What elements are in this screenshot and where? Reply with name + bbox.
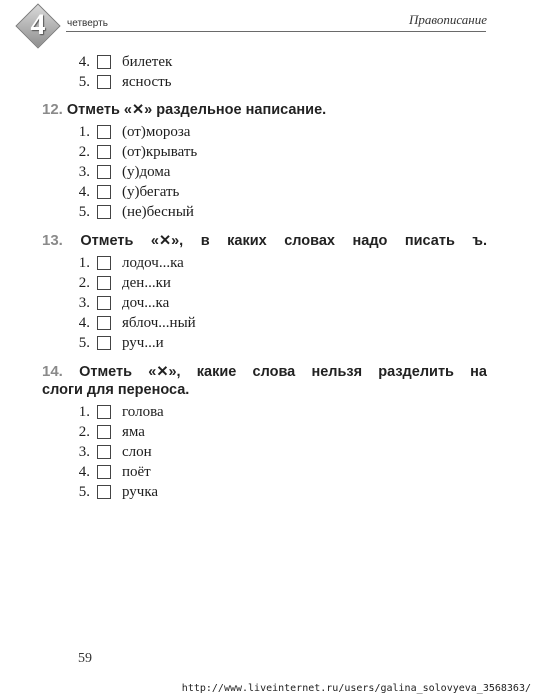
list-item bbox=[0, 293, 537, 313]
task-number: 14. bbox=[42, 363, 63, 380]
section-title: Правописание bbox=[408, 12, 487, 27]
option-checkbox[interactable] bbox=[97, 256, 111, 270]
option-text: (от)крывать bbox=[122, 144, 198, 160]
option-number: 5. bbox=[78, 335, 90, 351]
list-item bbox=[0, 182, 537, 202]
list-item bbox=[0, 333, 537, 353]
page-number: 59 bbox=[78, 651, 92, 666]
task-question-continued: слоги для переноса. bbox=[42, 382, 190, 398]
option-text: ясность bbox=[122, 74, 172, 90]
option-text: билетек bbox=[122, 54, 173, 70]
option-number: 2. bbox=[78, 144, 90, 160]
list-item bbox=[0, 442, 537, 462]
option-checkbox[interactable] bbox=[97, 125, 111, 139]
option-number: 4. bbox=[78, 464, 90, 480]
option-checkbox[interactable] bbox=[97, 316, 111, 330]
task-question-text: Отметь «✕», в каких словах надо писать ъ. bbox=[80, 233, 487, 249]
option-number: 4. bbox=[78, 315, 90, 331]
option-number: 5. bbox=[78, 484, 90, 500]
option-number: 1. bbox=[78, 255, 90, 271]
list-item bbox=[0, 52, 537, 72]
list-item bbox=[0, 142, 537, 162]
option-checkbox[interactable] bbox=[97, 465, 111, 479]
option-number: 5. bbox=[78, 204, 90, 220]
option-text: лодоч...ка bbox=[122, 255, 184, 271]
option-number: 3. bbox=[78, 164, 90, 180]
list-item bbox=[0, 202, 537, 222]
task-13 bbox=[0, 232, 537, 353]
option-number: 4. bbox=[78, 184, 90, 200]
option-number: 3. bbox=[78, 444, 90, 460]
option-checkbox[interactable] bbox=[97, 405, 111, 419]
option-checkbox[interactable] bbox=[97, 276, 111, 290]
option-number: 2. bbox=[78, 275, 90, 291]
option-checkbox[interactable] bbox=[97, 145, 111, 159]
option-text: слон bbox=[122, 444, 152, 460]
option-checkbox[interactable] bbox=[97, 336, 111, 350]
option-checkbox[interactable] bbox=[97, 296, 111, 310]
option-text: голова bbox=[122, 404, 164, 420]
option-number: 1. bbox=[78, 404, 90, 420]
task-question-text: Отметь «✕», какие слова нельзя разделить на bbox=[79, 364, 487, 380]
task-number: 13. bbox=[42, 232, 63, 249]
option-checkbox[interactable] bbox=[97, 445, 111, 459]
list-item bbox=[0, 162, 537, 182]
list-item bbox=[0, 122, 537, 142]
continued-options bbox=[0, 52, 537, 92]
option-checkbox[interactable] bbox=[97, 205, 111, 219]
footer-url: http://www.liveinternet.ru/users/galina_solovyeva_3568363/ bbox=[181, 683, 531, 694]
list-item bbox=[0, 72, 537, 92]
task-12 bbox=[0, 101, 537, 222]
option-checkbox[interactable] bbox=[97, 485, 111, 499]
option-checkbox[interactable] bbox=[97, 165, 111, 179]
option-text: яма bbox=[122, 424, 145, 440]
option-number: 3. bbox=[78, 295, 90, 311]
task-question bbox=[42, 363, 487, 381]
quarter-label: четверть bbox=[67, 18, 108, 29]
option-number: 4. bbox=[78, 54, 90, 70]
option-checkbox[interactable] bbox=[97, 55, 111, 69]
quarter-number: 4 bbox=[30, 8, 46, 41]
list-item bbox=[0, 482, 537, 502]
option-checkbox[interactable] bbox=[97, 185, 111, 199]
list-item bbox=[0, 253, 537, 273]
task-options bbox=[0, 122, 537, 222]
option-number: 5. bbox=[78, 74, 90, 90]
option-text: ден...ки bbox=[122, 275, 171, 291]
option-text: поёт bbox=[122, 464, 151, 480]
option-number: 2. bbox=[78, 424, 90, 440]
option-text: (у)дома bbox=[122, 164, 171, 180]
task-14 bbox=[0, 363, 537, 502]
task-options bbox=[0, 402, 537, 502]
option-text: (от)мороза bbox=[122, 124, 191, 140]
option-text: (у)бегать bbox=[122, 184, 180, 200]
option-checkbox[interactable] bbox=[97, 75, 111, 89]
option-text: доч...ка bbox=[122, 295, 170, 311]
list-item bbox=[0, 462, 537, 482]
option-number: 1. bbox=[78, 124, 90, 140]
list-item bbox=[0, 313, 537, 333]
page-header bbox=[0, 0, 537, 50]
header-rule bbox=[66, 31, 486, 32]
task-question bbox=[42, 101, 487, 119]
option-checkbox[interactable] bbox=[97, 425, 111, 439]
option-text: ручка bbox=[122, 484, 159, 500]
list-item bbox=[0, 402, 537, 422]
list-item bbox=[0, 273, 537, 293]
task-number: 12. bbox=[42, 101, 63, 118]
worksheet-content bbox=[0, 50, 537, 502]
option-text: руч...и bbox=[122, 335, 164, 351]
task-question-text: Отметь «✕» раздельное написание. bbox=[66, 102, 327, 118]
option-text: яблоч...ный bbox=[122, 315, 196, 331]
task-options bbox=[0, 253, 537, 353]
task-question bbox=[42, 232, 487, 250]
option-text: (не)бесный bbox=[122, 204, 194, 220]
list-item bbox=[0, 422, 537, 442]
